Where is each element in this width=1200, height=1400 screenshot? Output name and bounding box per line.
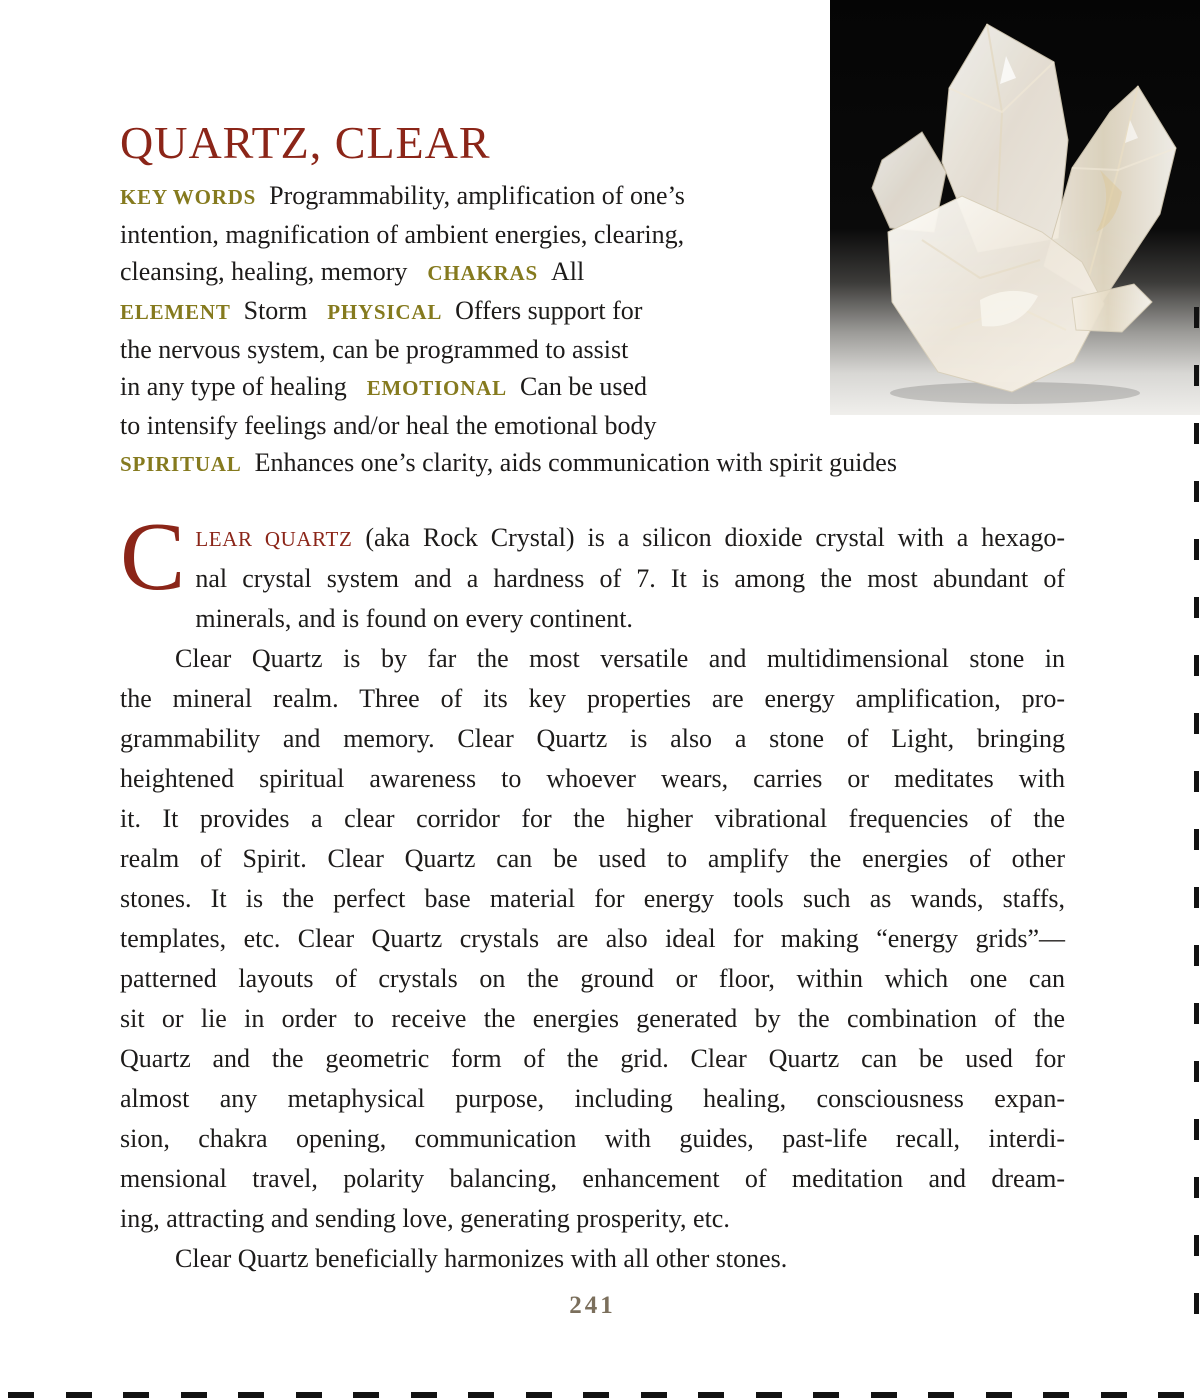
bottom-edge-mark: [123, 1392, 149, 1398]
keyword-label: ELEMENT: [120, 300, 231, 324]
text-segment: realm of Spirit. Clear Quartz can be used to amplify the energies of other: [120, 844, 1065, 873]
bottom-edge-mark: [1101, 1392, 1127, 1398]
text-segment: heightened spiritual awareness to whoever wears, carries or meditates with: [120, 764, 1065, 793]
right-edge-mark: [1194, 655, 1199, 676]
keyword-label: EMOTIONAL: [366, 376, 507, 400]
body-text-line: [120, 839, 1065, 879]
bottom-edge-mark: [583, 1392, 609, 1398]
body-text-line: [120, 879, 1065, 919]
body-text-line: [120, 999, 1065, 1039]
bottom-edge-mark: [871, 1392, 897, 1398]
smallcaps-lead-in: LEAR QUARTZ: [195, 527, 353, 551]
text-segment: Clear Quartz is by far the most versatile and multidimensional stone in: [175, 644, 1065, 673]
bottom-edge-mark: [8, 1392, 34, 1398]
bottom-edge-mark: [1158, 1392, 1184, 1398]
body-text-line: [120, 799, 1065, 839]
body-text-line: [120, 1039, 1065, 1079]
bottom-edge-mark: [986, 1392, 1012, 1398]
bottom-edge-mark: [641, 1392, 667, 1398]
right-edge-mark: [1194, 1293, 1199, 1314]
keyword-line: [120, 292, 1100, 331]
right-edge-mark: [1194, 1235, 1199, 1256]
body-text-line: [120, 599, 1065, 639]
text-segment: grammability and memory. Clear Quartz is also a stone of Light, bringing: [120, 724, 1065, 753]
drop-cap: C: [120, 503, 186, 611]
right-edge-mark: [1194, 887, 1199, 908]
body-text-line: [120, 1199, 1065, 1239]
keyword-line: [120, 407, 1100, 444]
bottom-edge-mark: [66, 1392, 92, 1398]
text-segment: Programmability, amplification of one’s: [269, 181, 685, 210]
body-text-line: [120, 1159, 1065, 1199]
keyword-label: SPIRITUAL: [120, 452, 242, 476]
bottom-edge-mark: [411, 1392, 437, 1398]
text-segment: cleansing, healing, memory: [120, 257, 408, 286]
bottom-edge-mark: [813, 1392, 839, 1398]
body-text-line: [120, 1119, 1065, 1159]
body-text-line: [120, 1239, 1065, 1279]
text-segment: Quartz and the geometric form of the grid. Clear Quartz can be used for: [120, 1044, 1065, 1073]
keyword-line: [120, 368, 1100, 407]
keyword-line: [120, 216, 1100, 253]
page-title: QUARTZ, CLEAR: [120, 116, 491, 168]
keyword-label: KEY WORDS: [120, 185, 257, 209]
right-edge-mark: [1194, 307, 1199, 328]
text-segment: the nervous system, can be programmed to assist: [120, 335, 629, 364]
text-segment: Enhances one’s clarity, aids communication with spirit guides: [254, 448, 897, 477]
keywords-block: [120, 177, 1100, 483]
keyword-label: CHAKRAS: [427, 261, 538, 285]
text-segment: Clear Quartz beneficially harmonizes with all other stones.: [175, 1244, 788, 1273]
right-edge-mark: [1194, 771, 1199, 792]
text-segment: ing, attracting and sending love, generating prosperity, etc.: [120, 1204, 730, 1233]
body-text-line: [120, 518, 1065, 559]
right-edge-mark: [1194, 423, 1199, 444]
paragraph: [120, 639, 1065, 1239]
body-text-line: [120, 759, 1065, 799]
paragraph: [120, 503, 1066, 639]
body-text-line: [120, 719, 1065, 759]
paragraph: [120, 1239, 1065, 1279]
text-segment: in any type of healing: [120, 372, 347, 401]
text-segment: (aka Rock Crystal) is a silicon dioxide crystal with a hexago-: [352, 523, 1066, 552]
right-edge-mark: [1194, 597, 1199, 618]
right-edge-mark: [1194, 539, 1199, 560]
body-text-line: [120, 639, 1065, 679]
text-segment: intention, magnification of ambient energies, clearing,: [120, 220, 685, 249]
text-segment: to intensify feelings and/or heal the emotional body: [120, 411, 657, 440]
keyword-line: [120, 177, 1100, 216]
bottom-edge-mark: [353, 1392, 379, 1398]
bottom-edge-mark: [181, 1392, 207, 1398]
body-text-line: [120, 959, 1065, 999]
text-segment: it. It provides a clear corridor for the higher vibrational frequencies of the: [120, 804, 1065, 833]
page-number: 241: [569, 1292, 616, 1319]
right-edge-mark: [1194, 945, 1199, 966]
bottom-edge-mark: [756, 1392, 782, 1398]
bottom-edge-mark: [296, 1392, 322, 1398]
bottom-edge-mark: [1043, 1392, 1069, 1398]
right-edge-mark: [1194, 713, 1199, 734]
body-text-line: [120, 919, 1065, 959]
text-segment: almost any metaphysical purpose, including healing, consciousness expan-: [120, 1084, 1065, 1113]
right-edge-mark: [1194, 1003, 1199, 1024]
keyword-label: PHYSICAL: [327, 300, 443, 324]
text-segment: sion, chakra opening, communication with guides, past-life recall, interdi-: [120, 1124, 1065, 1153]
right-edge-mark: [1194, 829, 1199, 850]
keyword-line: [120, 444, 1100, 483]
bottom-edge-mark: [928, 1392, 954, 1398]
text-segment: stones. It is the perfect base material for energy tools such as wands, staffs,: [120, 884, 1065, 913]
keyword-line: [120, 331, 1100, 368]
text-segment: nal crystal system and a hardness of 7. It is among the most abundant of: [195, 564, 1065, 593]
body-text-line: [120, 679, 1065, 719]
bottom-edge-mark: [468, 1392, 494, 1398]
text-segment: the mineral realm. Three of its key properties are energy amplification, pro-: [120, 684, 1065, 713]
right-edge-mark: [1194, 1177, 1199, 1198]
text-segment: templates, etc. Clear Quartz crystals are also ideal for making “energy grids”—: [120, 924, 1065, 953]
text-segment: Offers support for: [455, 296, 643, 325]
text-segment: mensional travel, polarity balancing, enhancement of meditation and dream-: [120, 1164, 1065, 1193]
bottom-edge-mark: [238, 1392, 264, 1398]
text-segment: All: [550, 257, 585, 286]
right-edge-mark: [1194, 481, 1199, 502]
right-edge-mark: [1194, 365, 1199, 386]
body-text-line: [120, 559, 1065, 599]
text-segment: patterned layouts of crystals on the ground or floor, within which one can: [120, 964, 1065, 993]
right-edge-mark: [1194, 1119, 1199, 1140]
text-segment: minerals, and is found on every continent.: [195, 604, 633, 633]
text-segment: sit or lie in order to receive the energies generated by the combination of the: [120, 1004, 1065, 1033]
bottom-edge-mark: [526, 1392, 552, 1398]
body-text-line: [120, 1079, 1065, 1119]
text-segment: Storm: [243, 296, 308, 325]
text-segment: Can be used: [519, 372, 648, 401]
keyword-line: [120, 253, 1100, 292]
right-edge-mark: [1194, 1061, 1199, 1082]
bottom-edge-mark: [698, 1392, 724, 1398]
body-text: [120, 503, 1066, 1279]
